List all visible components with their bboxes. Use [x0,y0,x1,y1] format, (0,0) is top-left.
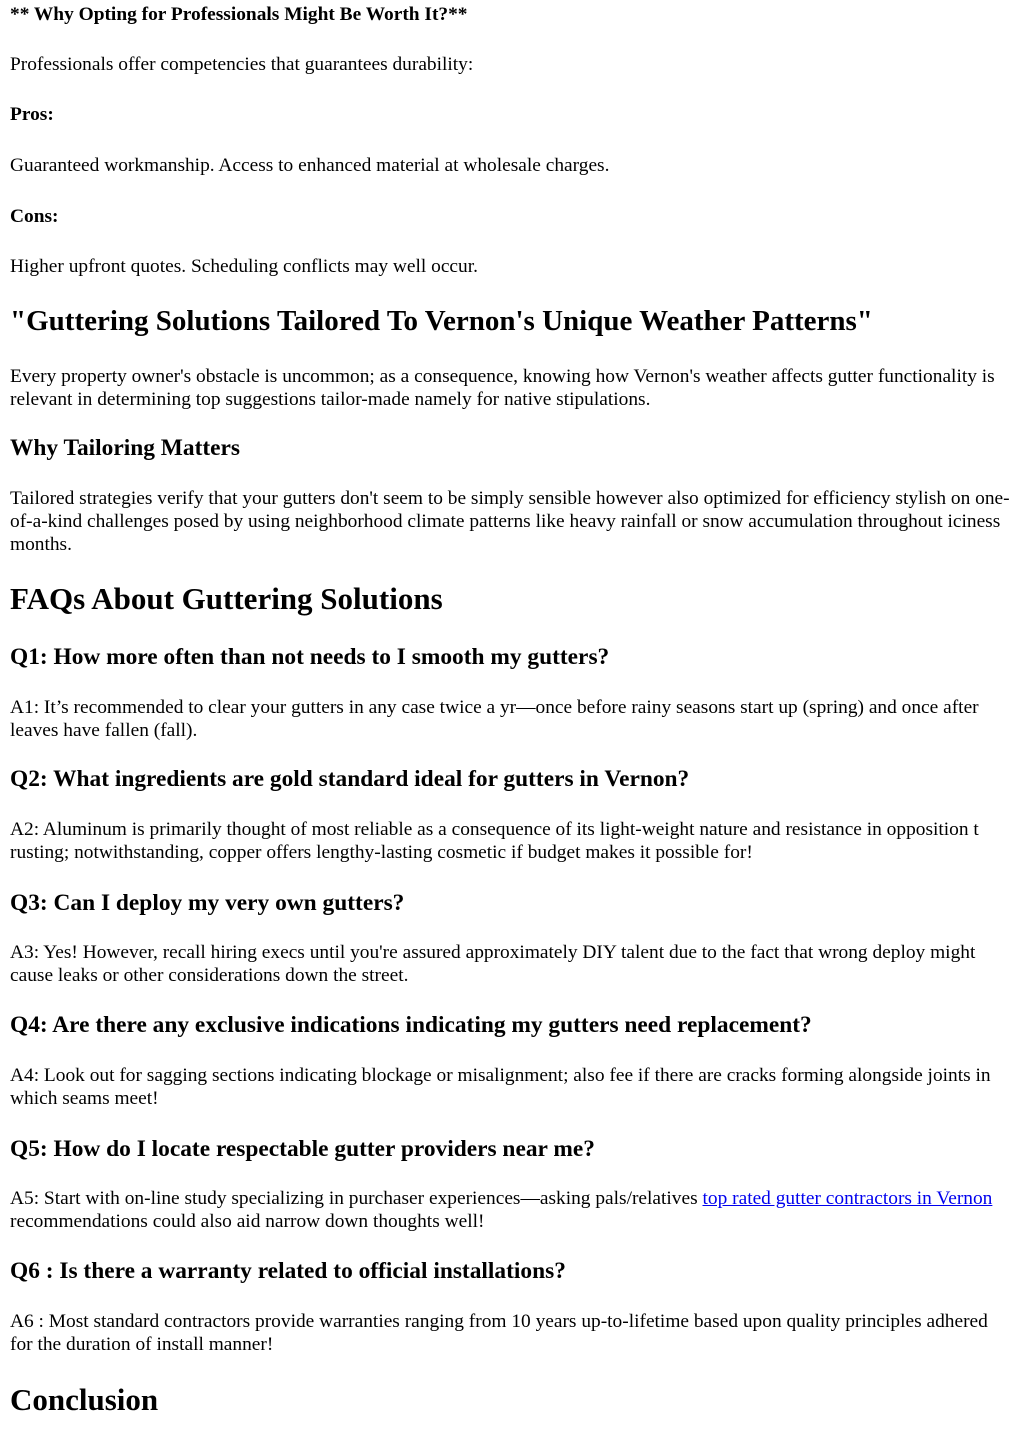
faq-question: Q1: How more often than not needs to I smooth my gutters? [10,644,610,670]
pros-label: Pros: [10,104,54,125]
paragraph-professionals: Professionals offer competencies that guarantees durability: [10,54,474,75]
cons-label: Cons: [10,206,59,227]
faq-question: Q5: How do I locate respectable gutter providers near me? [10,1136,595,1162]
heading-conclusion: Conclusion [10,1382,159,1417]
faq-question: Q3: Can I deploy my very own gutters? [10,890,405,916]
heading-faqs: FAQs About Guttering Solutions [10,581,443,616]
faq-answer: A4: Look out for sagging sections indicating blockage or misalignment; also fee if there are cracks forming alongside joints in which seams meet! [10,1065,991,1110]
contractors-link[interactable]: top rated gutter contractors in Vernon [702,1188,993,1209]
faq-question: Q6 : Is there a warranty related to official installations? [10,1258,566,1284]
paragraph-tailored-solutions: Every property owner's obstacle is uncommon; as a consequence, knowing how Vernon's weather affects gutter functionality is relevant in determining top suggestions tailor-made namely for native stipulations. [10,366,995,411]
faq-answer: A1: It’s recommended to clear your gutters in any case twice a yr—once before rainy seasons start up (spring) and once after leaves have fallen (fall). [10,697,979,742]
faq-answer [10,1187,1010,1233]
faq-question: Q2: What ingredients are gold standard ideal for gutters in Vernon? [10,766,690,792]
paragraph-why-tailoring-matters: Tailored strategies verify that your gutters don't seem to be simply sensible however also optimized for efficiency stylish on one-of-a-kind challenges posed by using neighborhood climate patterns like heavy rainfall or snow accumulation throughout iciness months. [10,488,1010,556]
faq-answer: A6 : Most standard contractors provide warranties ranging from 10 years up-to-lifetime based upon quality principles adhered for the duration of install manner! [10,1311,988,1356]
faq-answer-text: recommendations could also aid narrow down thoughts well! [10,1211,485,1233]
heading-why-professionals: ** Why Opting for Professionals Might Be Worth It?** [10,4,468,25]
heading-tailored-solutions: "Guttering Solutions Tailored To Vernon's Unique Weather Patterns" [10,305,873,337]
pros-text: Guaranteed workmanship. Access to enhanced material at wholesale charges. [10,155,610,176]
faq-answer-text: A5: Start with on-line study specializing in purchaser experiences—asking pals/relatives [10,1188,703,1209]
cons-text: Higher upfront quotes. Scheduling conflicts may well occur. [10,256,478,277]
faq-answer: A2: Aluminum is primarily thought of most reliable as a consequence of its light-weight nature and resistance in opposition t rusting; notwithstanding, copper offers lengthy-lasting cosmetic if budget makes it possible for! [10,819,979,864]
faq-answer: A3: Yes! However, recall hiring execs until you're assured approximately DIY talent due to the fact that wrong deploy might cause leaks or other considerations down the street. [10,942,976,987]
faq-question: Q4: Are there any exclusive indications indicating my gutters need replacement? [10,1012,812,1038]
heading-why-tailoring-matters: Why Tailoring Matters [10,435,241,461]
